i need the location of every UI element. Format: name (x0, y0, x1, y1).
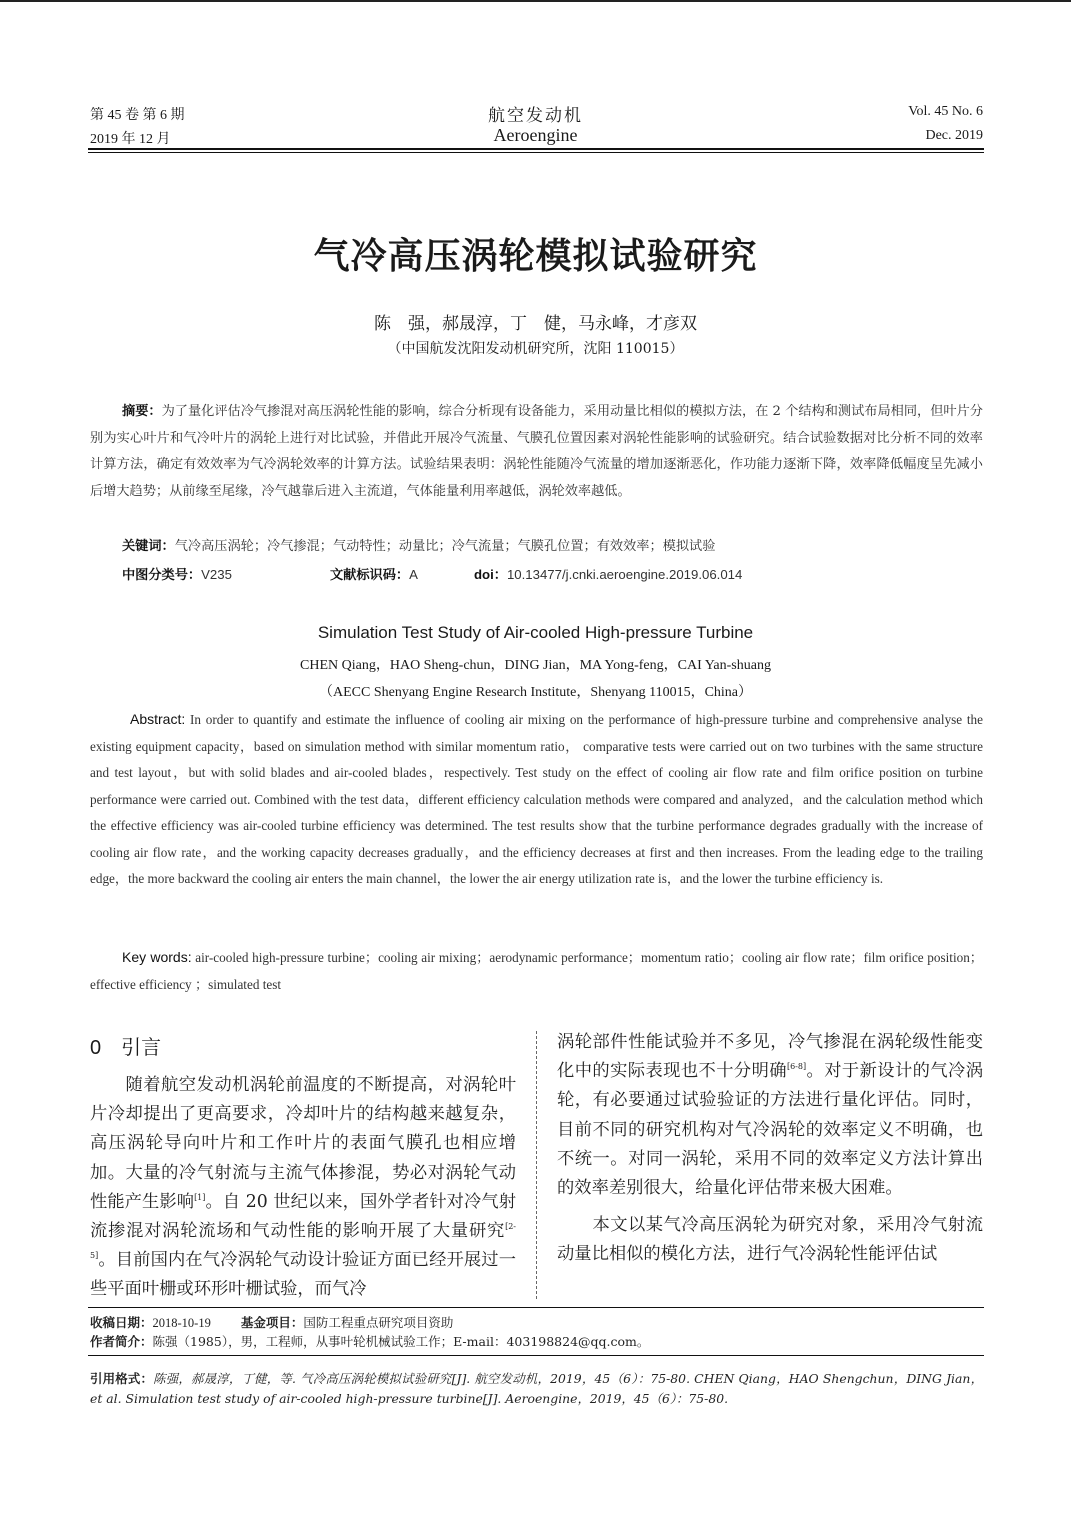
abstract-en (90, 706, 983, 893)
header-date-en: Dec. 2019 (925, 128, 983, 143)
footnote-received-fund (90, 1313, 453, 1331)
keywords-en-label: Key words: (122, 949, 192, 965)
clc-value: V235 (201, 567, 232, 582)
body-right-text-1: 涡轮部件性能试验并不多见，冷气掺混在涡轮级性能变化中的实际表现也不十分明确 (557, 1032, 983, 1082)
doc-code (330, 564, 418, 583)
keywords-cn (122, 535, 715, 554)
abstract-en-text: In order to quantify and estimate the influence of cooling air mixing on the performance of high-pressure turbine and comprehensive analyse the existing equipment capacity，based on simulation method with similar momentum ratio， comparative tests were carried out on two turbines with the same structure and test layout，but with solid blades and air-cooled blades，respectively. Test study on the effect of cooling air flow rate and film orifice position on turbine performance were carried out. Combined with the test data，different efficiency calculation methods were compared and analyzed，and the calculation method which the effective efficiency was air-cooled turbine efficiency was determined. The test results show that the turbine performance degrades gradually with the increase of cooling air flow rate，and the working capacity decreases gradually，and the efficiency decreases at first and then increases. From the leading edge to the trailing edge，the more backward the cooling air enters the main channel，the lower the air energy utilization rate is，and the lower the turbine efficiency is. (90, 712, 983, 886)
fund-label: 基金项目： (240, 1315, 304, 1330)
citation-rule (88, 1355, 984, 1356)
section-heading (90, 1031, 161, 1060)
column-divider (536, 1031, 537, 1299)
body-right-text-3: 本文以某气冷高压涡轮为研究对象，采用冷气射流动量比相似的模化方法，进行气冷涡轮性能评估试 (557, 1215, 983, 1265)
citation-label: 引用格式： (90, 1371, 154, 1386)
author-info-label: 作者简介： (90, 1334, 153, 1349)
header-volume-cn: 第 45 卷 第 6 期 (90, 108, 185, 123)
citation-ref: [2-5] (90, 1222, 516, 1261)
abstract-cn-text: 为了量化评估冷气掺混对高压涡轮性能的影响，综合分析现有设备能力，采用动量比相似的模拟方法，在 2 个结构和测试布局相同，但叶片分别为实心叶片和气冷叶片的涡轮上进行对比试验，并借此开展冷气流量、气膜孔位置因素对涡轮性能影响的试验研究。结合试验数据对比分析不同的效率计算方法，确定有效效率为气冷涡轮效率的计算方法。试验结果表明：涡轮性能随冷气流量的增加逐渐恶化，作功能力逐渐下降，效率降低幅度呈先减小后增大趋势；从前缘至尾缘，冷气越靠后进入主流道，气体能量利用率越低，涡轮效率越低。 (90, 404, 983, 499)
header-journal-en: Aeroengine (493, 125, 578, 145)
received-value: 2018-10-19 (152, 1316, 211, 1330)
citation-ref: [6-8] (786, 1062, 807, 1072)
title-en: Simulation Test Study of Air-cooled High-pressure Turbine (317, 623, 754, 642)
doc-code-label: 文献标识码： (330, 567, 410, 582)
citation-text: 陈强，郝晟淳，丁健，等. 气冷高压涡轮模拟试验研究[J]. 航空发动机，2019，45（6）：75-80. CHEN Qiang，HAO Shengchun，DING Jian，et al. Simulation test study of air-cooled high-pressure turbine[J]. Aeroengine，2019，45（6）：75-80. (90, 1371, 984, 1406)
fund-value: 国防工程重点研究项目资助 (303, 1315, 454, 1330)
body-left-text-3: 。目前国内在气冷涡轮气动设计验证方面已经开展过一些平面叶栅或环形叶栅试验，而气冷 (90, 1250, 516, 1300)
doc-code-value: A (409, 567, 418, 582)
header-journal-cn: 航空发动机 (488, 106, 583, 125)
doi-value: 10.13477/j.cnki.aeroengine.2019.06.014 (506, 567, 743, 582)
keywords-cn-label: 关键词： (122, 538, 175, 553)
footnote-rule (88, 1307, 984, 1308)
body-right-text-2: 。对于新设计的气冷涡轮，有必要通过试验验证的方法进行量化评估。同时，目前不同的研究机构对气冷涡轮的效率定义不明确，也不统一。对同一涡轮，采用不同的效率定义方法计算出的效率差别很大，给量化评估带来极大困难。 (557, 1061, 983, 1199)
citation-block (90, 1369, 983, 1409)
abstract-cn-label: 摘要： (122, 403, 162, 418)
citation-ref: [1] (194, 1193, 206, 1203)
doi-label: doi： (474, 567, 507, 582)
keywords-en (90, 944, 983, 998)
authors-en: CHEN Qiang，HAO Sheng-chun，DING Jian，MA Yong-feng，CAI Yan-shuang (300, 658, 771, 673)
header-volume-en: Vol. 45 No. 6 (908, 104, 983, 119)
body-left-text-1: 随着航空发动机涡轮前温度的不断提高，对涡轮叶片冷却提出了更高要求，冷却叶片的结构越来越复杂，高压涡轮导向叶片和工作叶片的表面气膜孔也相应增加。大量的冷气射流与主流气体掺混，势必对涡轮气动性能产生影响 (90, 1075, 516, 1212)
doi (474, 564, 742, 583)
header-rule-thin (88, 152, 984, 153)
received-label: 收稿日期： (90, 1315, 153, 1330)
author-info-value: 陈强（1985），男，工程师，从事叶轮机械试验工作；E-mail：403198824@qq.com。 (152, 1334, 650, 1349)
body-right-column (557, 1028, 983, 1270)
header-rule-thick (88, 148, 984, 150)
body-left-text-2: 。自 20 世纪以来，国外学者针对冷气射流掺混对涡轮流场和气动性能的影响开展了大量研究 (90, 1191, 516, 1242)
keywords-cn-text: 气冷高压涡轮；冷气掺混；气动特性；动量比；冷气流量；气膜孔位置；有效效率；模拟试验 (174, 539, 716, 554)
header-date-cn: 2019 年 12 月 (90, 132, 171, 147)
affiliation-en: （AECC Shenyang Engine Research Institute，Shenyang 110015，China） (318, 685, 753, 700)
page-top-border (0, 0, 1071, 2)
title-cn: 气冷高压涡轮模拟试验研究 (313, 235, 758, 277)
classification-line (122, 564, 982, 583)
clc-label: 中图分类号： (122, 567, 202, 582)
section-title: 引言 (121, 1037, 162, 1059)
abstract-en-label: Abstract: (130, 711, 186, 727)
abstract-cn (90, 398, 983, 505)
keywords-en-text: air-cooled high-pressure turbine；cooling air mixing；aerodynamic performance；momentum ratio；cooling air flow rate；film orifice position；effective efficiency ；simulated test (90, 950, 983, 992)
section-number: 0 (90, 1037, 102, 1059)
affiliation-cn: （中国航发沈阳发动机研究所，沈阳 110015） (387, 341, 684, 357)
body-left-column (90, 1071, 516, 1305)
authors-cn: 陈 强，郝晟淳，丁 健，马永峰，才彦双 (374, 314, 697, 334)
footnote-author (90, 1332, 649, 1350)
